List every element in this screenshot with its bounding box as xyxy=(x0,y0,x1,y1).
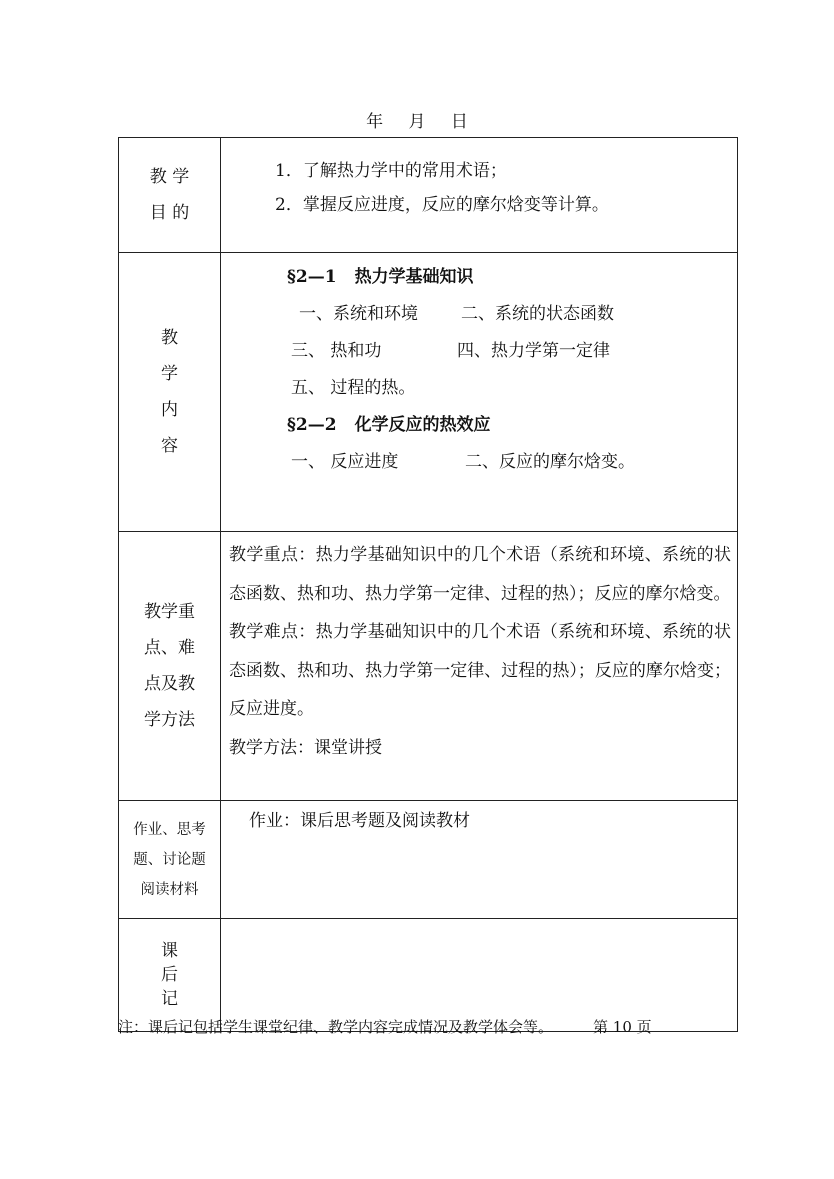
year-label: 年 xyxy=(366,112,384,132)
focus-body xyxy=(221,532,738,801)
section-heading-1: §2—1 热力学基础知识 xyxy=(287,267,474,287)
topic-item: 四、热力学第一定律 xyxy=(457,341,610,361)
notes-label: 课 后 记 xyxy=(119,919,221,1032)
difficult-points-text: 教学难点：热力学基础知识中的几个术语（系统和环境、系统的状态函数、热和功、热力学第一定律、过程的热）；反应的摩尔焓变；反应进度。 xyxy=(229,622,731,719)
homework-body: 作业：课后思考题及阅读教材 xyxy=(221,801,738,919)
topic-item: 二、系统的状态函数 xyxy=(461,304,614,324)
topic-item: 一、系统和环境 xyxy=(299,304,418,324)
homework-label: 作业、思考 题、讨论题 阅读材料 xyxy=(119,801,221,919)
topic-item: 五、 过程的热。 xyxy=(291,378,416,398)
topic-item: 三、 热和功 xyxy=(291,341,382,361)
date-line xyxy=(0,107,834,132)
objective-item: 1．了解热力学中的常用术语； xyxy=(275,161,507,181)
page-number: 第 10 页 xyxy=(593,1018,652,1036)
content-label: 教 学 内 容 xyxy=(119,253,221,532)
key-points-text: 教学重点：热力学基础知识中的几个术语（系统和环境、系统的状态函数、热和功、热力学第一定律、过程的热）；反应的摩尔焓变。 xyxy=(229,545,731,604)
focus-label: 教学重 点、难 点及教 学方法 xyxy=(119,532,221,801)
objectives-row xyxy=(119,138,738,253)
topic-item: 二、反应的摩尔焓变。 xyxy=(465,452,635,472)
section-heading-2: §2—2 化学反应的热效应 xyxy=(287,415,491,435)
lesson-plan-table xyxy=(118,137,738,1032)
footer xyxy=(118,1016,652,1037)
notes-row xyxy=(119,919,738,1032)
content-row xyxy=(119,253,738,532)
notes-body xyxy=(221,919,738,1032)
objective-item: 2．掌握反应进度，反应的摩尔焓变等计算。 xyxy=(275,195,609,215)
content-body xyxy=(221,253,738,532)
focus-row xyxy=(119,532,738,801)
day-label: 日 xyxy=(450,112,468,132)
topic-item: 一、 反应进度 xyxy=(291,452,399,472)
objectives-content xyxy=(221,138,738,253)
homework-row xyxy=(119,801,738,919)
method-text: 教学方法：课堂讲授 xyxy=(229,737,382,758)
month-label: 月 xyxy=(408,112,426,132)
footer-note: 注：课后记包括学生课堂纪律、教学内容完成情况及教学体会等。 xyxy=(118,1018,554,1036)
objectives-label: 教 学 目 的 xyxy=(119,138,221,253)
